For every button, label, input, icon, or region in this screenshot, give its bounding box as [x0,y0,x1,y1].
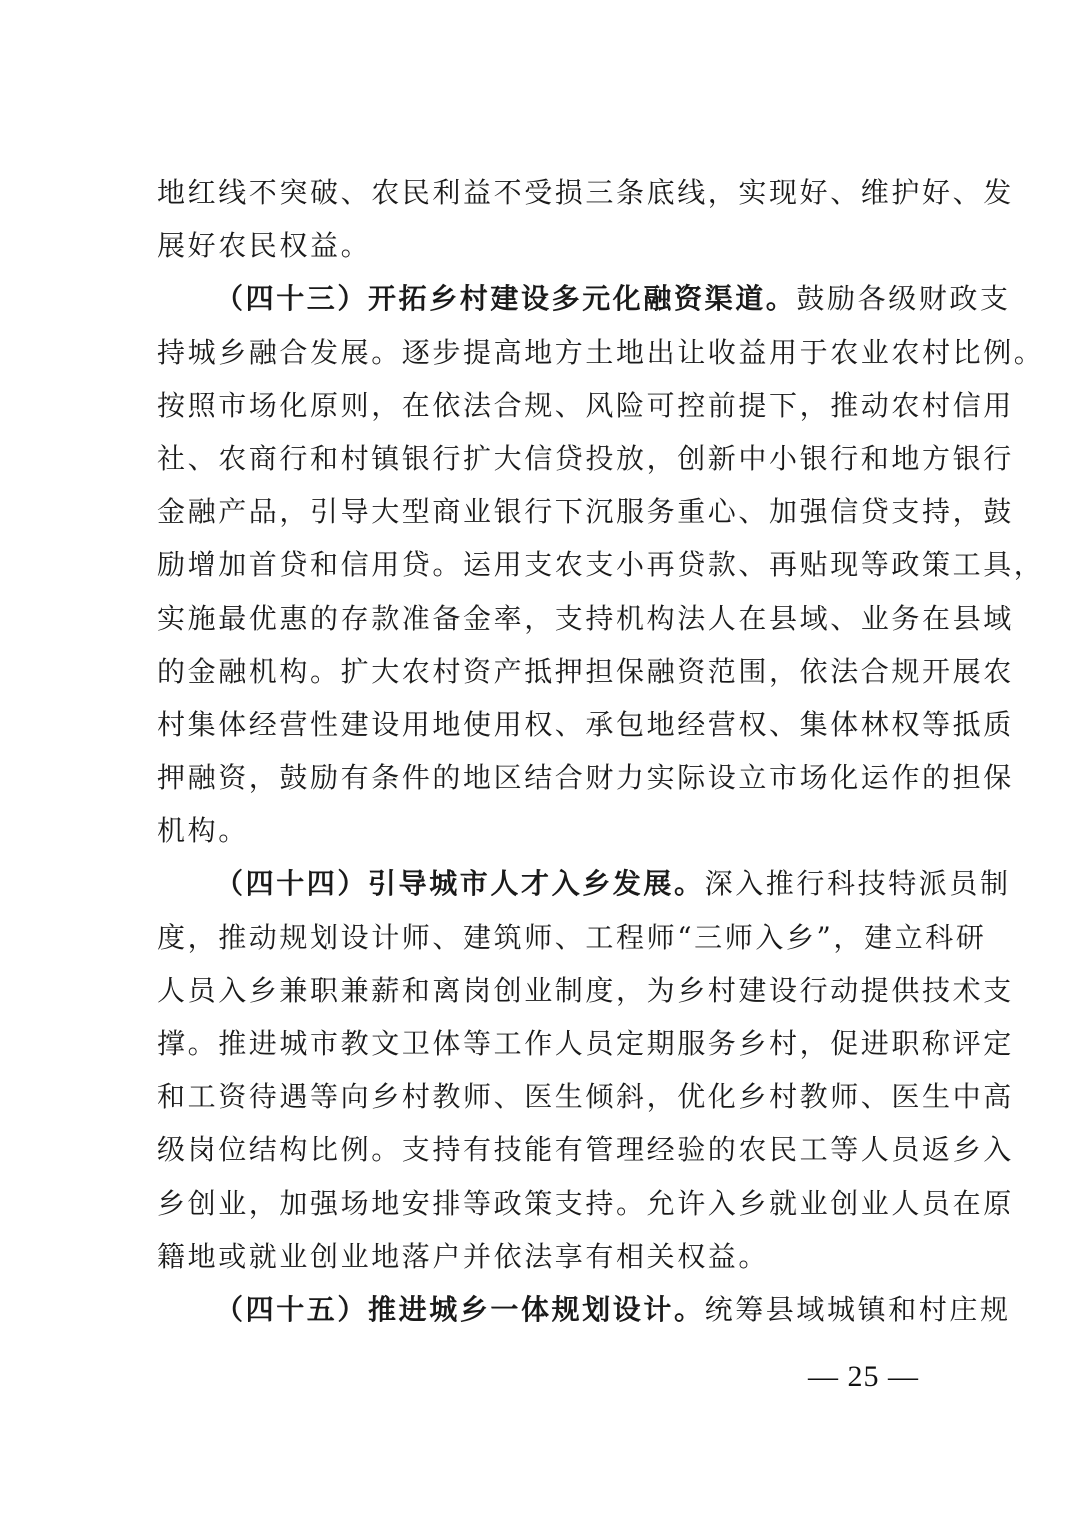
text-line: 励增加首贷和信用贷。运用支农支小再贷款、再贴现等政策工具， [157,548,1045,582]
section-44-first-line [157,857,1011,910]
text-line: 持城乡融合发展。逐步提高地方土地出让收益用于农业农村比例。 [157,335,1045,369]
section-43-first-line [157,272,1011,325]
text-line: 地红线不突破、农民利益不受损三条底线，实现好、维护好、发 [157,176,1014,209]
section-heading-43: （四十三）开拓乡村建设多元化融资渠道。 [215,282,797,316]
text-line: 押融资，鼓励有条件的地区结合财力实际设立市场化运作的担保 [157,761,1014,795]
text-line: 机构。 [157,814,249,848]
page-number: — 25 — [808,1360,919,1393]
text-line: 级岗位结构比例。支持有技能有管理经验的农民工等人员返乡入 [157,1133,1014,1167]
text-line: 金融产品，引导大型商业银行下沉服务重心、加强信贷支持，鼓 [157,495,1014,529]
text-run: 鼓励各级财政支 [796,282,1011,316]
text-line: 人员入乡兼职兼薪和离岗创业制度，为乡村建设行动提供技术支 [157,973,1014,1007]
text-line: 度，推动规划设计师、建筑师、工程师“三师入乡”，建立科研 [157,920,987,954]
text-line: 按照市场化原则，在依法合规、风险可控前提下，推动农村信用 [157,388,1014,422]
text-line: 展好农民权益。 [157,229,372,263]
text-line: 撑。推进城市教文卫体等工作人员定期服务乡村，促进职称评定 [157,1027,1014,1060]
text-run: 深入推行科技特派员制 [704,867,1011,901]
text-line: 的金融机构。扩大农村资产抵押担保融资范围，依法合规开展农 [157,654,1014,688]
text-line: 村集体经营性建设用地使用权、承包地经营权、集体林权等抵质 [157,707,1014,741]
text-line: 和工资待遇等向乡村教师、医生倾斜，优化乡村教师、医生中高 [157,1080,1014,1114]
section-45-first-line [157,1283,1011,1336]
text-line: 社、农商行和村镇银行扩大信贷投放，创新中小银行和地方银行 [157,441,1014,475]
text-run: 统筹县域城镇和村庄规 [704,1292,1011,1326]
body-text [157,166,1045,1336]
section-heading-44: （四十四）引导城市人才入乡发展。 [215,867,705,901]
text-line: 籍地或就业创业地落户并依法享有相关权益。 [157,1239,770,1273]
text-line: 实施最优惠的存款准备金率，支持机构法人在县域、业务在县域 [157,601,1014,635]
text-line: 乡创业，加强场地安排等政策支持。允许入乡就业创业人员在原 [157,1186,1014,1220]
section-heading-45: （四十五）推进城乡一体规划设计。 [215,1292,705,1326]
